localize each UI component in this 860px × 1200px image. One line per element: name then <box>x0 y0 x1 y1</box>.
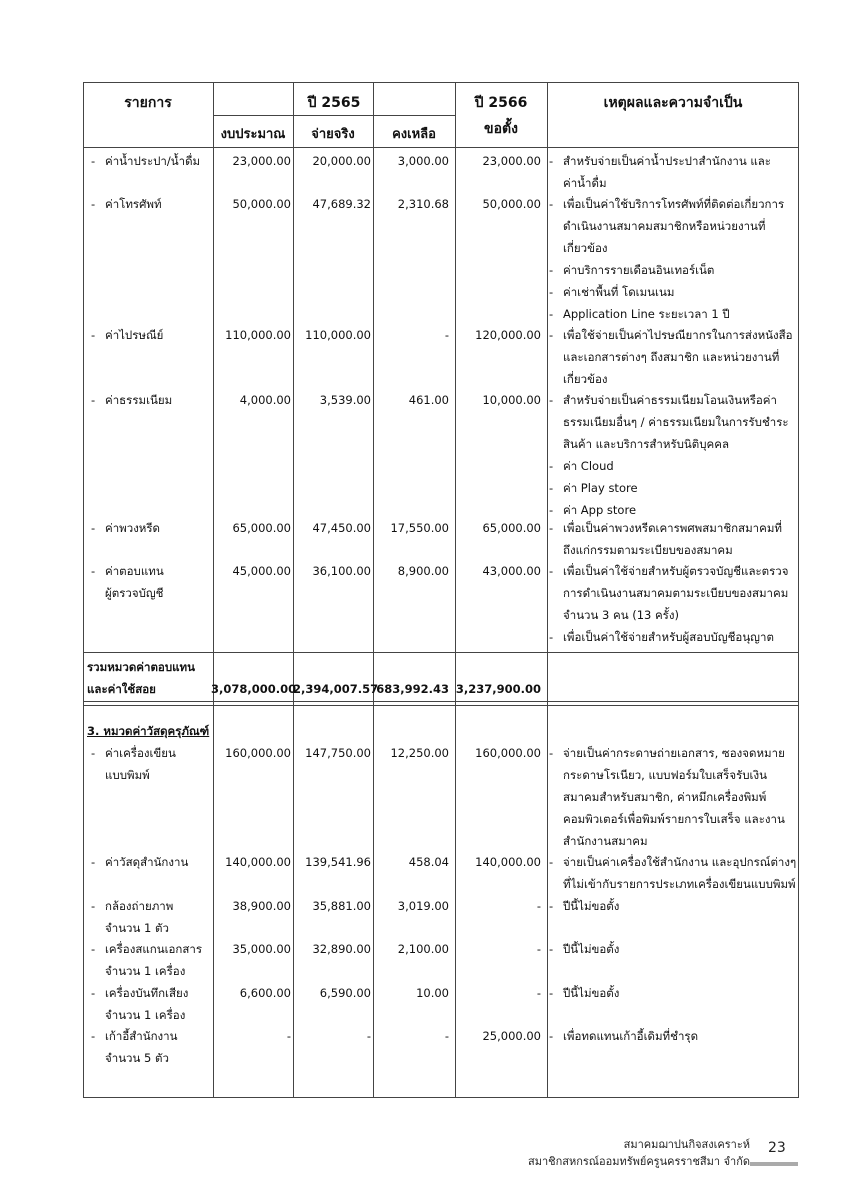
header-request: ขอตั้ง <box>484 121 518 137</box>
item-name: - ค่าโทรศัพท์ <box>91 197 162 211</box>
reason-text: - เพื่อทดแทนเก้าอี้เดิมที่ชำรุด <box>549 1029 699 1043</box>
header-subdivider <box>213 115 455 116</box>
request-value: 43,000.00 <box>482 564 541 578</box>
request-value: 10,000.00 <box>482 393 541 407</box>
actual-value: 147,750.00 <box>305 746 371 760</box>
reason-text: - ปีนี้ไม่ขอตั้ง <box>549 899 620 913</box>
item-name: - เครื่องบันทึกเสียง จำนวน 1 เครื่อง <box>91 986 189 1022</box>
actual-value: 47,689.32 <box>312 197 371 211</box>
budget-value: 140,000.00 <box>225 855 291 869</box>
remain-value: 458.04 <box>408 855 449 869</box>
subtotal-actual: 2,394,007.57 <box>293 682 379 696</box>
actual-value: 3,539.00 <box>319 393 371 407</box>
actual-value: 36,100.00 <box>312 564 371 578</box>
reason-text: - เพื่อใช้จ่ายเป็นค่าไปรษณียากรในการส่งหนังสือและเอกสารต่างๆ ถึงสมาชิก และหน่วยงานที่เกี่ยวข้อง <box>549 328 793 386</box>
remain-value: 12,250.00 <box>390 746 449 760</box>
budget-value: 50,000.00 <box>232 197 291 211</box>
reason-text: - สำหรับจ่ายเป็นค่าน้ำประปาสำนักงาน และค่าน้ำดื่ม <box>549 154 771 190</box>
item-name: - กล้องถ่ายภาพ จำนวน 1 ตัว <box>91 899 174 935</box>
remain-value: 17,550.00 <box>390 521 449 535</box>
request-value: - <box>536 899 541 913</box>
item-name: - ค่าวัสดุสำนักงาน <box>91 855 189 869</box>
remain-value: 3,000.00 <box>397 154 449 168</box>
remain-value: 10.00 <box>416 986 449 1000</box>
remain-value: 461.00 <box>408 393 449 407</box>
actual-value: 139,541.96 <box>305 855 371 869</box>
section-title: 3. หมวดค่าวัสดุครุภัณฑ์ <box>87 724 210 738</box>
request-value: - <box>536 986 541 1000</box>
reason-text: - เพื่อเป็นค่าใช้บริการโทรศัพท์ที่ติดต่อเกี่ยวการดำเนินงานสมาคมสมาชิกหรือหน่วยงานที่เกี่ยวข้อง - ค่าบริการรายเดือนอินเทอร์เน็ต - ค่าเช่าพื้นที่ โดเมนเนม - Application Line ระยะเวลา 1 ปี <box>549 197 785 321</box>
actual-value: - <box>366 1029 371 1043</box>
item-name: - เครื่องสแกนเอกสาร จำนวน 1 เครื่อง <box>91 942 203 978</box>
budget-value: 38,900.00 <box>232 899 291 913</box>
reason-text: - เพื่อเป็นค่าพวงหรีดเคารพศพสมาชิกสมาคมที่ถึงแก่กรรมตามระเบียบของสมาคม <box>549 521 782 557</box>
budget-value: 160,000.00 <box>225 746 291 760</box>
item-name: - ค่าไปรษณีย์ <box>91 328 164 342</box>
actual-value: 110,000.00 <box>305 328 371 342</box>
item-name: - ค่าธรรมเนียม <box>91 393 173 407</box>
item-name: - ค่าเครื่องเขียน แบบพิมพ์ <box>91 746 176 782</box>
actual-value: 32,890.00 <box>312 942 371 956</box>
budget-value: 65,000.00 <box>232 521 291 535</box>
budget-value: 45,000.00 <box>232 564 291 578</box>
actual-value: 47,450.00 <box>312 521 371 535</box>
request-value: 25,000.00 <box>482 1029 541 1043</box>
remain-value: 2,100.00 <box>397 942 449 956</box>
request-value: 120,000.00 <box>475 328 541 342</box>
header-year-2566: ปี 2566 <box>474 95 528 111</box>
item-name: - เก้าอี้สำนักงาน จำนวน 5 ตัว <box>91 1029 178 1065</box>
header-item: รายการ <box>124 95 172 111</box>
remain-value: 3,019.00 <box>397 899 449 913</box>
budget-value: 110,000.00 <box>225 328 291 342</box>
remain-value: 2,310.68 <box>397 197 449 211</box>
reason-text: - เพื่อเป็นค่าใช้จ่ายสำหรับผู้ตรวจบัญชีและตรวจการดำเนินงานสมาคมตามระเบียบของสมาคม จำนวน 3 คน (13 ครั้ง) - เพื่อเป็นค่าใช้จ่ายสำหรับผู้สอบบัญชีอนุญาต <box>549 564 789 644</box>
request-value: 160,000.00 <box>475 746 541 760</box>
actual-value: 35,881.00 <box>312 899 371 913</box>
remain-value: - <box>444 328 449 342</box>
request-value: 23,000.00 <box>482 154 541 168</box>
page-number: 23 <box>768 1140 786 1156</box>
footer-line-1: สมาคมฌาปนกิจสงเคราะห์ <box>623 1138 750 1151</box>
budget-value: 35,000.00 <box>232 942 291 956</box>
col-divider <box>547 82 548 1098</box>
page-number-bar <box>750 1162 798 1166</box>
item-name: - ค่าพวงหรีด <box>91 521 161 535</box>
header-actual: จ่ายจริง <box>311 127 355 142</box>
budget-value: - <box>286 1029 291 1043</box>
request-value: 50,000.00 <box>482 197 541 211</box>
reason-text: - สำหรับจ่ายเป็นค่าธรรมเนียมโอนเงินหรือค่าธรรมเนียมอื่นๆ / ค่าธรรมเนียมในการรับชำระสินค้า และบริการสำหรับนิติบุคคล - ค่า Cloud - ค่า Play store - ค่า App store <box>549 393 789 517</box>
request-value: - <box>536 942 541 956</box>
subtotal-bottom-line <box>83 701 799 702</box>
subtotal-top-line <box>83 652 799 653</box>
remain-value: 8,900.00 <box>397 564 449 578</box>
footer-line-2: สมาชิกสหกรณ์ออมทรัพย์ครูนครราชสีมา จำกัด <box>528 1155 750 1168</box>
remain-value: - <box>444 1029 449 1043</box>
reason-text: - ปีนี้ไม่ขอตั้ง <box>549 942 620 956</box>
reason-text: - จ่ายเป็นค่าเครื่องใช้สำนักงาน และอุปกรณ์ต่างๆ ที่ไม่เข้ากับรายการประเภทเครื่องเขียนแบบพิมพ์ <box>549 855 797 891</box>
budget-value: 23,000.00 <box>232 154 291 168</box>
subtotal-request: 3,237,900.00 <box>455 682 541 696</box>
subtotal-double-line <box>83 705 799 706</box>
header-budget: งบประมาณ <box>220 127 286 142</box>
footer-organization <box>528 1136 750 1170</box>
request-value: 140,000.00 <box>475 855 541 869</box>
col-divider <box>293 82 294 1098</box>
reason-text: - ปีนี้ไม่ขอตั้ง <box>549 986 620 1000</box>
header-reason: เหตุผลและความจำเป็น <box>603 95 743 111</box>
actual-value: 20,000.00 <box>312 154 371 168</box>
header-remain: คงเหลือ <box>392 127 436 142</box>
request-value: 65,000.00 <box>482 521 541 535</box>
subtotal-remain: 683,992.43 <box>376 682 449 696</box>
budget-value: 6,600.00 <box>239 986 291 1000</box>
reason-text: - จ่ายเป็นค่ากระดาษถ่ายเอกสาร, ซองจดหมาย กระดาษโรเนียว, แบบฟอร์มใบเสร็จรับเงินสมาคมสำหรับสมาชิก, ค่าหมึกเครื่องพิมพ์คอมพิวเตอร์เพื่อพิมพ์รายการใบเสร็จ และงานสำนักงานสมาคม <box>549 746 785 848</box>
item-name: - ค่าน้ำประปา/น้ำดื่ม <box>91 154 201 168</box>
actual-value: 6,590.00 <box>319 986 371 1000</box>
subtotal-budget: 3,078,000.00 <box>211 682 297 696</box>
header-bottom-line <box>83 147 799 148</box>
subtotal-label: รวมหมวดค่าตอบแทน และค่าใช้สอย <box>87 660 195 696</box>
header-year-2565: ปี 2565 <box>307 95 361 111</box>
item-name: - ค่าตอบแทน ผู้ตรวจบัญชี <box>91 564 164 600</box>
budget-value: 4,000.00 <box>239 393 291 407</box>
